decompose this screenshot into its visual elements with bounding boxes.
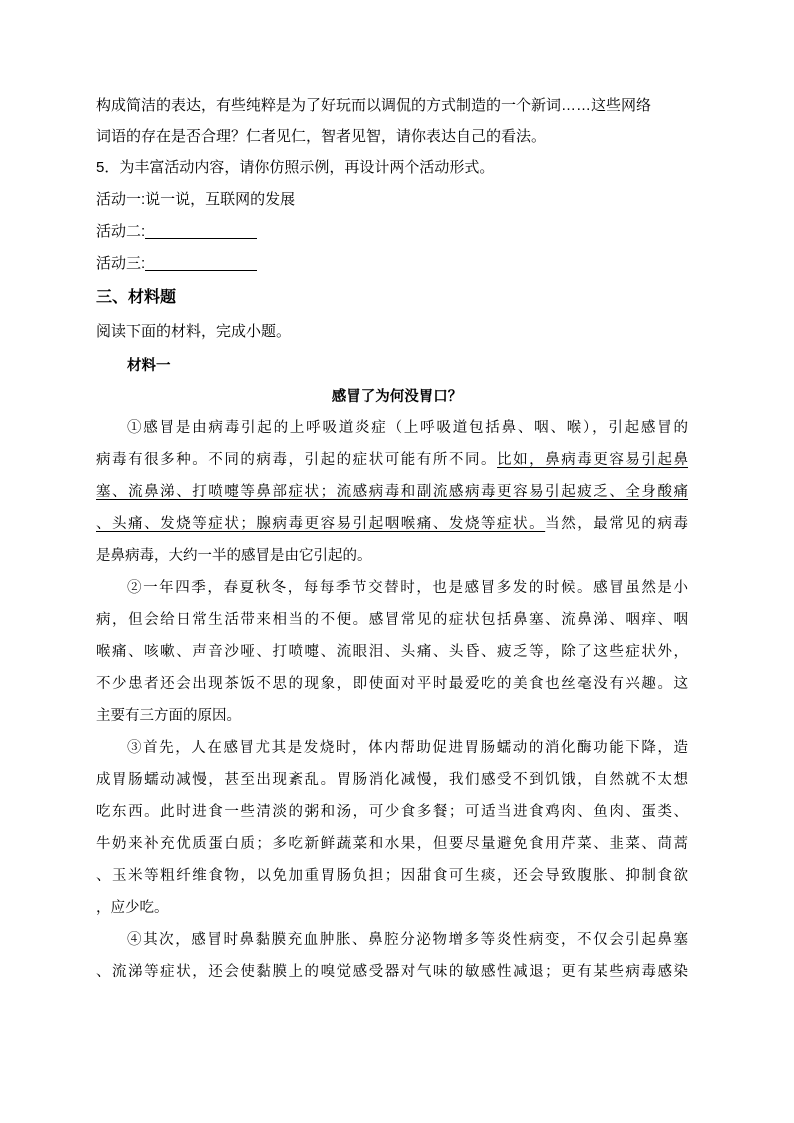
intro-line-1: 构成简洁的表达，有些纯粹是为了好玩而以调侃的方式制造的一个新词……这些网络 xyxy=(96,97,652,114)
section-3-heading: 三、材料题 xyxy=(96,289,177,306)
activity-2-label: 活动二: xyxy=(96,223,146,240)
p2-line-5: 主要有三方面的原因。 xyxy=(96,708,241,724)
p1-line-3 xyxy=(96,482,688,502)
p3-line-3: 吃东西。此时进食一些清淡的粥和汤，可少食多餐；可适当进食鸡肉、鱼肉、蛋类、 xyxy=(96,804,688,820)
p1-line-3-underlined: 塞、流鼻涕、打喷嚏等鼻部症状；流感病毒和副流感病毒更容易引起疲乏、全身酸痛 xyxy=(96,484,688,500)
p1-line-1 xyxy=(127,418,688,438)
p2-line-1: ②一年四季，春夏秋冬，每每季节交替时，也是感冒多发的时候。感冒虽然是小 xyxy=(127,580,688,596)
activity-3-blank[interactable] xyxy=(145,254,257,271)
p4-line-1: ④其次，感冒时鼻黏膜充血肿胀、鼻腔分泌物增多等炎性病变，不仅会引起鼻塞 xyxy=(127,932,688,948)
p1-line-5: 是鼻病毒，大约一半的感冒是由它引起的。 xyxy=(96,548,372,564)
p1-line-4-underlined: 、头痛、发烧等症状；腺病毒更容易引起咽喉痛、发烧等症状。 xyxy=(96,516,546,532)
p2-line-2: 病，但会给日常生活带来相当的不便。感冒常见的症状包括鼻塞、流鼻涕、咽痒、咽 xyxy=(96,612,688,628)
p3-line-5: 、玉米等粗纤维食物，以免加重胃肠负担；因甜食可生痰，还会导致腹胀、抑制食欲 xyxy=(96,868,688,884)
p1-line-2-underlined: 比如，鼻病毒更容易引起鼻 xyxy=(497,452,689,468)
p1-line-4-text: 当然，最常见的病毒 xyxy=(545,516,689,532)
section-3-instruction: 阅读下面的材料，完成小题。 xyxy=(96,323,292,340)
p4-line-2: 、流涕等症状，还会使黏膜上的嗅觉感受器对气味的敏感性减退；更有某些病毒感染 xyxy=(96,964,688,980)
p2-line-4: 不少患者还会出现茶饭不思的现象，即使面对平时最爱吃的美食也丝毫没有兴趣。这 xyxy=(96,676,688,692)
material-title: 感冒了为何没胃口？ xyxy=(331,388,463,405)
p3-line-6: ，应少吃。 xyxy=(96,900,169,916)
p3-line-4: 牛奶来补充优质蛋白质；多吃新鲜蔬菜和水果，但要尽量避免食用芹菜、韭菜、茼蒿 xyxy=(96,836,688,852)
p1-line-4 xyxy=(96,514,688,534)
p1-line-2 xyxy=(96,450,688,470)
p3-line-2: 成胃肠蠕动减慢，甚至出现紊乱。胃肠消化减慢，我们感受不到饥饿，自然就不太想 xyxy=(96,772,688,788)
material-label: 材料一 xyxy=(127,357,171,374)
activity-1: 活动一:说一说，互联网的发展 xyxy=(96,191,296,208)
p3-line-1: ③首先，人在感冒尤其是发烧时，体内帮助促进胃肠蠕动的消化酶功能下降，造 xyxy=(127,740,688,756)
activity-2-blank[interactable] xyxy=(145,222,257,239)
activity-3 xyxy=(96,254,257,274)
p1-line-1-text: ①感冒是由病毒引起的上呼吸道炎症（上呼吸道包括鼻、咽、喉），引起感冒的 xyxy=(127,420,688,436)
activity-3-label: 活动三: xyxy=(96,255,146,272)
question-5-prompt: 5．为丰富活动内容，请你仿照示例，再设计两个活动形式。 xyxy=(96,159,495,176)
p2-line-3: 喉痛、咳嗽、声音沙哑、打喷嚏、流眼泪、头痛、头昏、疲乏等，除了这些症状外， xyxy=(96,644,688,660)
activity-2 xyxy=(96,222,257,242)
p1-line-2-text: 病毒有很多种。不同的病毒，引起的症状可能有所不同。 xyxy=(96,452,498,468)
intro-line-2: 词语的存在是否合理？仁者见仁，智者见智，请你表达自己的看法。 xyxy=(96,128,547,145)
